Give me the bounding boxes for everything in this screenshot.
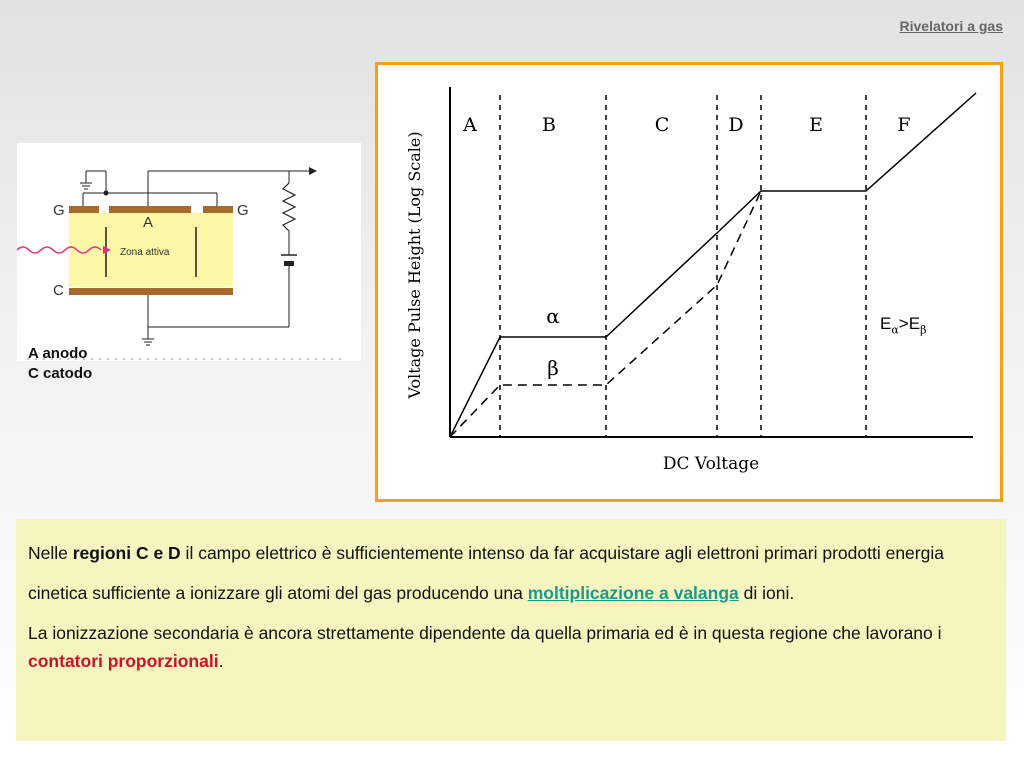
label-g-right: G	[237, 202, 249, 219]
avalanche-link[interactable]: moltiplicazione a valanga	[527, 583, 739, 603]
anode-plate	[109, 206, 191, 213]
region-label: B	[542, 114, 556, 136]
alpha-label: α	[546, 304, 560, 328]
x-axis-label: DC Voltage	[662, 454, 760, 474]
region-label: E	[809, 114, 823, 136]
ineq-sub-beta: β	[920, 323, 927, 337]
legend	[28, 344, 92, 384]
beta-label: β	[547, 356, 559, 380]
detector-diagram	[17, 143, 361, 361]
ineq-e2: E	[908, 314, 921, 333]
chart-svg	[378, 65, 1000, 499]
ineq-e1: E	[880, 314, 892, 333]
guard-plate-right	[203, 206, 233, 213]
ineq-op: >	[898, 314, 909, 333]
region-label: C	[654, 114, 670, 136]
legend-cathode: C catodo	[28, 365, 93, 382]
paragraph-2: La ionizzazione secondaria è ancora strettamente dipendente da quella primaria ed è in questa regione che lavorano i contatori proporzionali.	[28, 623, 942, 671]
cathode-plate	[69, 288, 233, 295]
detector-svg	[17, 143, 361, 361]
label-anode: A	[143, 214, 154, 231]
regions-highlight: regioni C e D	[72, 543, 181, 563]
label-g-left: G	[53, 202, 65, 219]
region-label: A	[463, 114, 477, 136]
region-label: F	[897, 114, 911, 136]
region-label: D	[728, 114, 744, 136]
energy-inequality	[880, 314, 926, 336]
label-cathode: C	[53, 282, 64, 299]
paragraph-1: Nelle regioni C e D il campo elettrico è sufficientemente intenso da far acquistare agli elettroni primari prodotti energia cinetica sufficiente a ionizzare gli atomi del gas producendo una moltiplicazione a valanga di ioni.	[28, 543, 944, 603]
y-axis-label: Voltage Pulse Height (Log Scale)	[405, 131, 424, 399]
header-title[interactable]: Rivelatori a gas	[899, 18, 1003, 34]
ineq-sub-alpha: α	[891, 323, 899, 337]
legend-anode: A anodo	[28, 345, 88, 362]
proportional-counters-highlight: contatori proporzionali	[28, 651, 219, 671]
guard-plate-left	[69, 206, 99, 213]
pulse-height-plot	[375, 62, 1003, 502]
active-zone-label: Zona attiva	[120, 247, 170, 258]
alpha-curve	[450, 93, 976, 437]
explanation-box	[16, 519, 1006, 741]
